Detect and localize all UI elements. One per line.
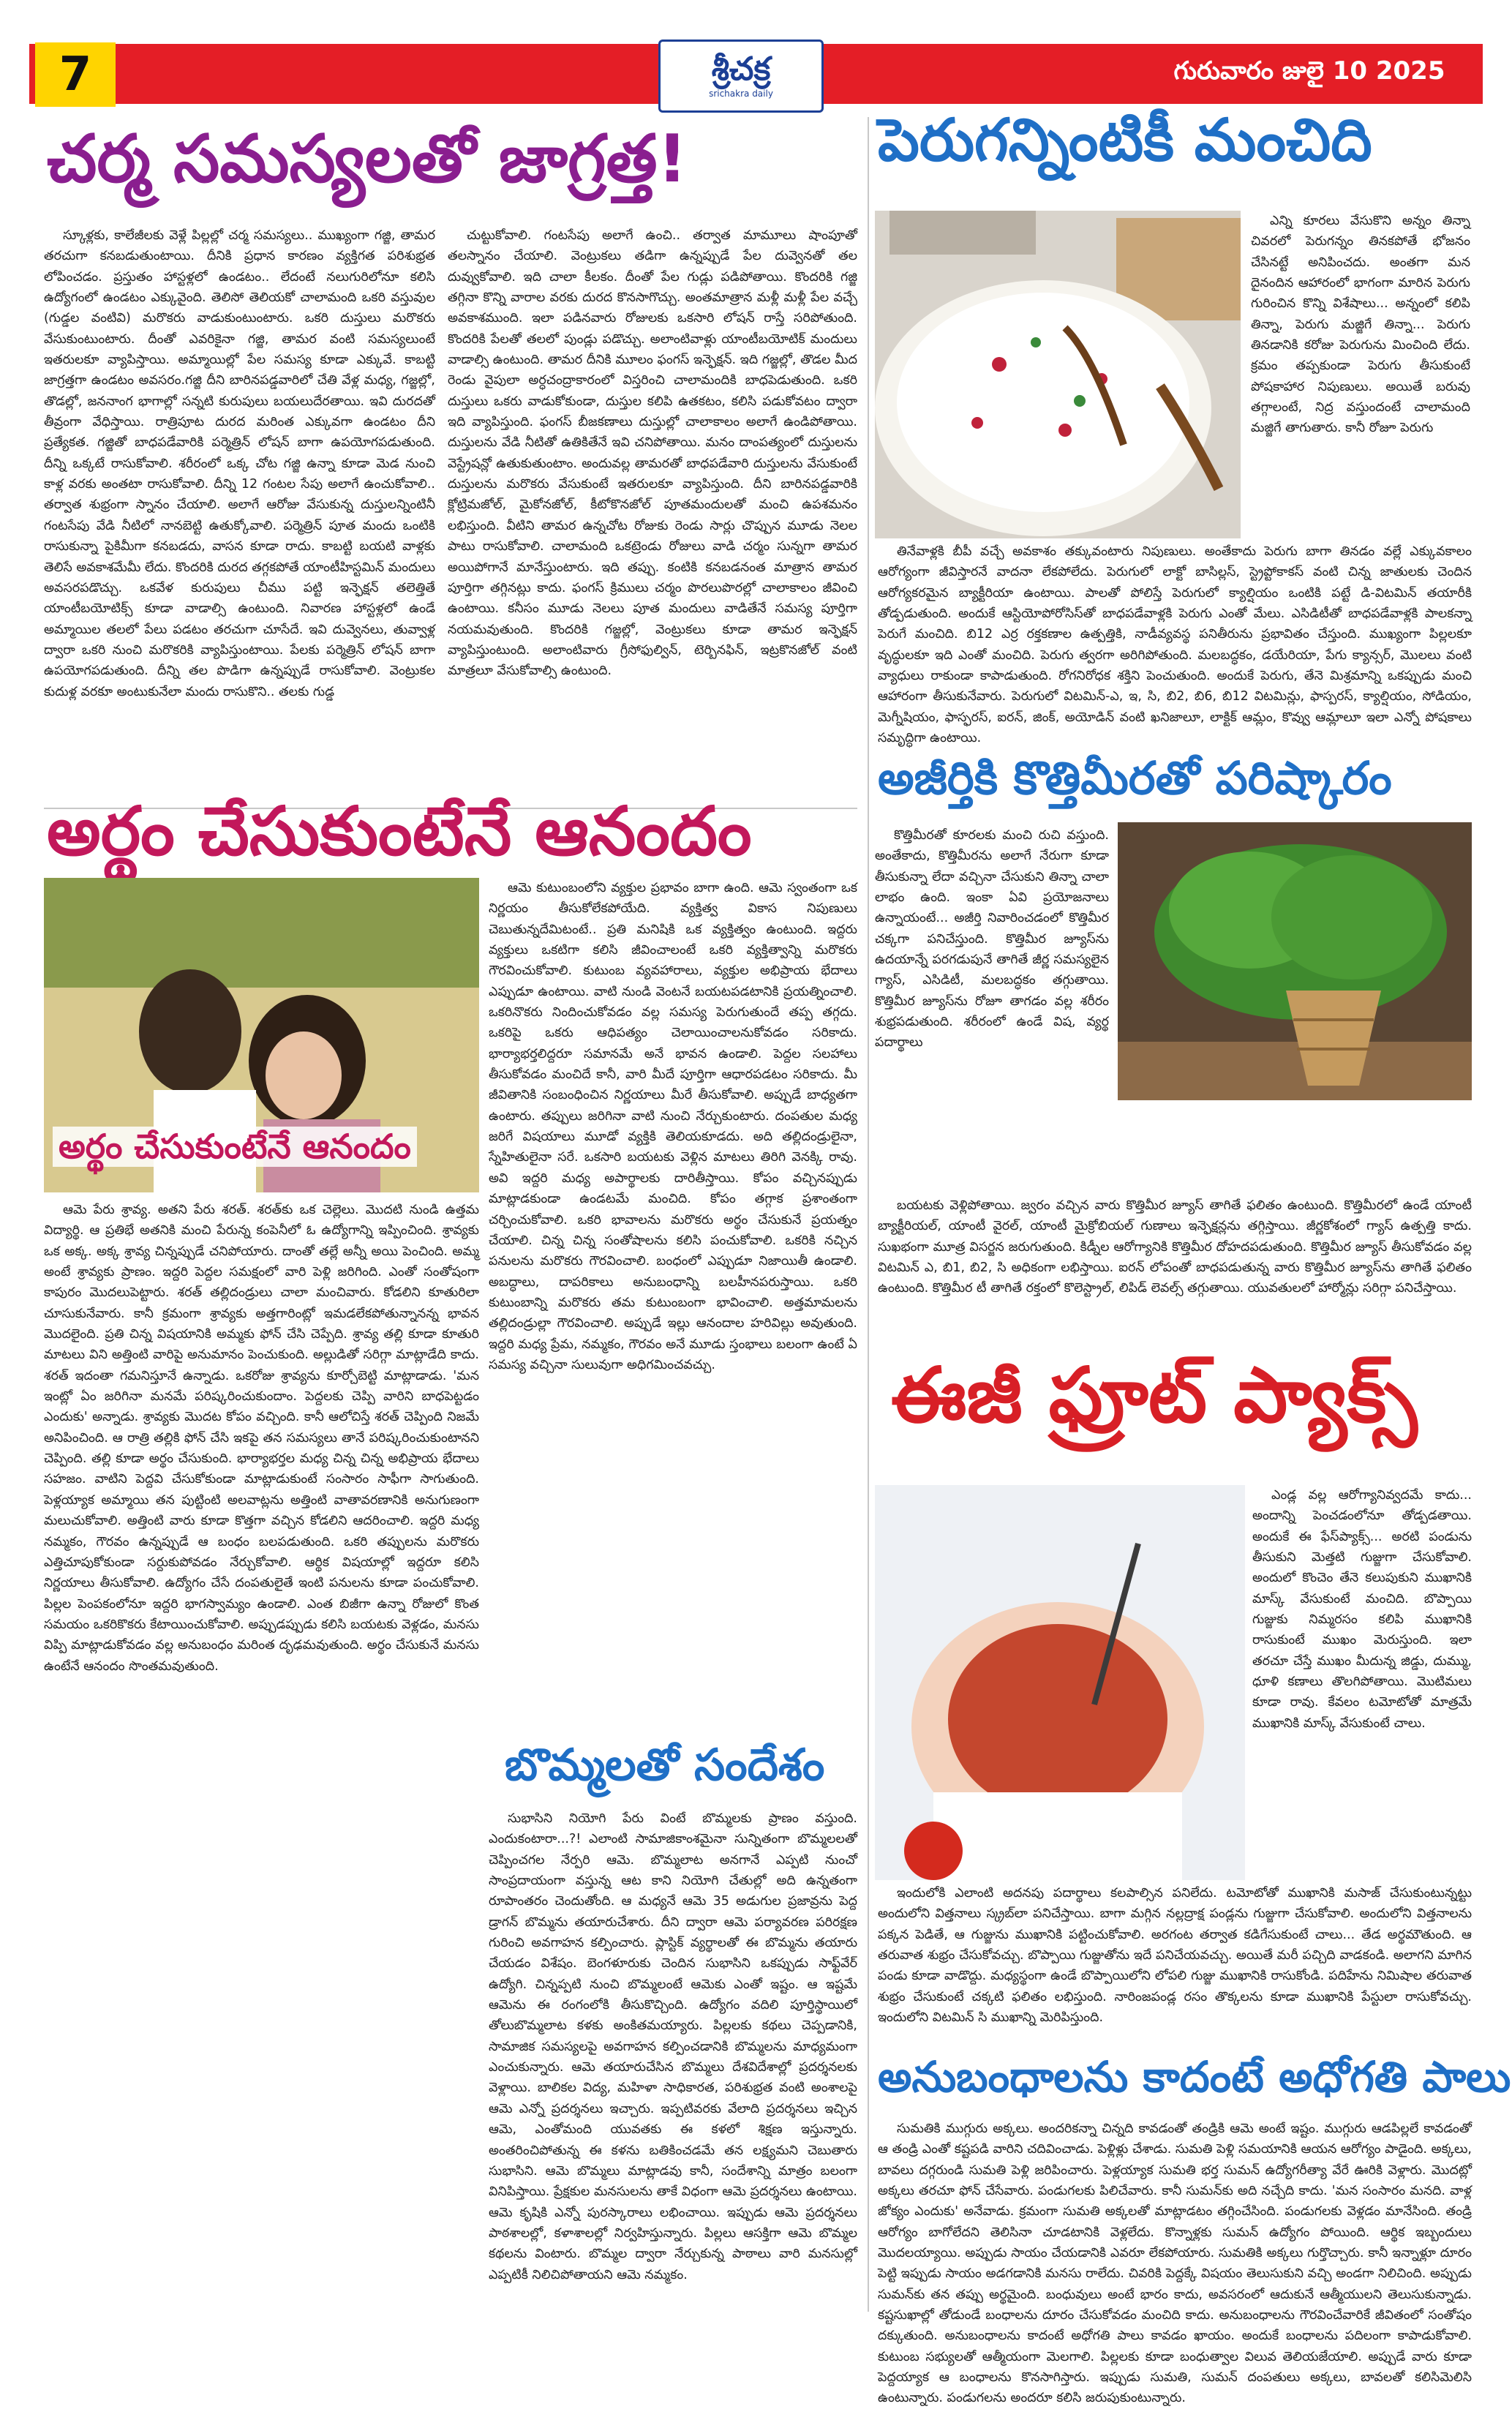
marriage-photo [44, 878, 479, 1192]
skin-headline: చర్మ సమస్యలతో జాగ్రత్త! [47, 121, 688, 198]
coriander-photo [1118, 822, 1472, 1100]
coriander-body-column [878, 1195, 1472, 1350]
curd-side-text: ఎన్ని కూరలు వేసుకొని అన్నం తిన్నా చివరలో పెరుగన్నం తినకపోతే భోజనం చేసినట్టే అనిపించదు. అంతగా మన దైనందిన ఆహారంలో భాగంగా మారిన పెరుగు గురించిన కొన్ని విశేషాలు... అన్నంలో కలిపి తిన్నా, పెరుగు మజ్జిగే తిన్నా... పెరుగు తినడానికి కరోజు పెరుగును మించింది లేదు. క్రమం తప్పకుండా పెరుగు తీసుకుంటే పోషకాహార నిపుణులు. అయితే బరువు తగ్గాలంటే, నిద్ర వస్తుందంటే చాలామంది మజ్జిగే తాగుతారు. కానీ రోజూ పెరుగు [1251, 214, 1470, 436]
curd-body-column [878, 541, 1472, 745]
issue-date: గురువారం జులై 10 2025 [1173, 56, 1445, 86]
bonds-text: సుమతికి ముగ్గురు అక్కలు. అందరికన్నా చిన్నది కావడంతో తండ్రికి ఆమె అంటే ఇష్టం. ముగ్గురు ఆడపిల్లలే కావడంతో ఆ తండ్రి ఎంతో కష్టపడి వారిని చదివించాడు. పెళ్లిళ్లు చేశాడు. సుమతి పెళ్లి సమయానికి ఆయన ఆరోగ్యం పాడైంది. అక్కలు, బావలు దగ్గరుండి సుమతి పెళ్లి జరిపించారు. పెళ్లయ్యాక సుమతి భర్త సుమన్ ఉద్యోగరీత్యా వేరే ఊరికి వెళ్లారు. మొదట్లో అక్కలు తరచూ ఫోన్ చేసేవారు. పండుగలకు పిలిచేవారు. కానీ సుమన్‌కు అది నచ్చేది కాదు. 'మన సంసారం మనది. వాళ్ల జోక్యం ఎందుకు' అనేవాడు. క్రమంగా సుమతి అక్కలతో మాట్లాడటం తగ్గించేసింది. పండుగలకు వెళ్లడం మానేసింది. తండ్రి ఆరోగ్యం బాగోలేదని తెలిసినా చూడటానికి వెళ్లలేదు. కొన్నాళ్లకు సుమన్ ఉద్యోగం పోయింది. ఆర్థిక ఇబ్బందులు మొదలయ్యాయి. అప్పుడు సాయం చేయడానికి ఎవరూ లేకపోయారు. సుమతికి అక్కలు గుర్తొచ్చారు. కానీ ఇన్నాళ్లూ దూరం పెట్టి ఇప్పుడు సాయం అడగడానికి మనసు రాలేదు. చివరికి పెద్దక్కే విషయం తెలుసుకుని వచ్చి అండగా నిలిచింది. అప్పుడు సుమన్‌కు తన తప్పు అర్థమైంది. బంధువులు అంటే భారం కాదు, అవసరంలో ఆదుకునే ఆత్మీయులని తెలుసుకున్నాడు. కష్టసుఖాల్లో తోడుండే బంధాలను దూరం చేసుకోవడం మంచిది కాదు. అనుబంధాలను గౌరవించేవారికే జీవితంలో సంతోషం దక్కుతుంది. అనుబంధాలను కాదంటే అధోగతి పాలు కావడం ఖాయం. అందుకే బంధాలను పదిలంగా కాపాడుకోవాలి. కుటుంబ సభ్యులతో ఆత్మీయంగా మెలగాలి. పిల్లలకు కూడా బంధుత్వాల విలువ తెలియజేయాలి. అప్పుడే వారు కూడా పెద్దయ్యాక ఆ బంధాలను కొనసాగిస్తారు. ఇప్పుడు సుమతి, సుమన్ దంపతులు అక్కలు, బావలతో కలిసిమెలిసి ఉంటున్నారు. పండుగలను అందరూ కలిసి జరుపుకుంటున్నారు. [878, 2122, 1472, 2406]
newspaper-logo [658, 40, 824, 113]
facepack-side-text: ఎండ్ల వల్ల ఆరోగ్యానివ్వదమే కాదు... అందాన్ని పెంచడంలోనూ తోడ్పడతాయి. అందుకే ఈ ఫేస్‌ప్యాక్స్... అరటి పండును తీసుకుని మెత్తటి గుజ్జుగా చేసుకోవాలి. అందులో కొంచెం తేనె కలుపుకుని ముఖానికి మాస్క్ వేసుకుంటే మంచిది. బొప్పాయి గుజ్జుకు నిమ్మరసం కలిపి ముఖానికి రాసుకుంటే ముఖం మెరుస్తుంది. ఇలా తరచూ చేస్తే ముఖం మీదున్న జిడ్డు, దుమ్ము, ధూళి కణాలు తొలగిపోతాయి. మొటిమలు కూడా రావు. కేవలం టమోటోతో మాత్రమే ముఖానికి మాస్క్ వేసుకుంటే చాలు. [1252, 1488, 1472, 1731]
skin-text-2: చుట్టుకోవాలి. గంటసేపు అలాగే ఉంచి.. తర్వాత మామూలు షాంపూతో తలస్నానం చేయాలి. వెంట్రుకలు తడిగా ఉన్నప్పుడే పేల దువ్వెనతో తల దువ్వుకోవాలి. ఇది చాలా కీలకం. దీంతో పేల గుడ్లు పడిపోతాయి. కొందరికి గజ్జి తగ్గినా కొన్ని వారాల వరకు దురద కొనసాగొచ్చు. అంతమాత్రాన మళ్లీ మళ్లీ పేల వచ్చే అవకాశముంది. ఇలా పడినవారు రోజులకు ఒకసారి లోషన్ రాస్తే సరిపోతుంది. కొందరికి పేలతో తలలో పుండ్లు పడొచ్చు. అలాంటివాళ్లు యాంటీబయోటిక్ మందులు వాడాల్సి ఉంటుంది. తామర దీనికి మూలం ఫంగస్ ఇన్ఫెక్షన్. ఇది గజ్జల్లో, తొడల మీద రెండు వైపులా అర్ధచంద్రాకారంలో విస్తరించి చాలామందికి బాధపెడుతుంది. ఒకరి దుస్తులు ఒకరు వాడుకోకుండా, దుస్తుల కలిపి ఉతకటం, కలిసి పడుకోవటం ద్వారా ఇది వ్యాపిస్తుంది. ఫంగస్ బీజకణాలు దుస్తుల్లో చాలాకాలం అలాగే ఉండిపోతాయి. దుస్తులను వేడి నీటితో ఉతికితేనే ఇవి చనిపోతాయి. మనం దాంపత్యంలో దుస్తులను వెస్ట్రేషన్లో ఉతుకుతుంటాం. అందువల్ల తామరతో బాధపడేవారి దుస్తులను వేసుకుంటే దుస్తులను మరొకరు వేసుకుంటే ఇతరులకూ వ్యాపిస్తుంది. దీని బారినపడ్డవారికి క్లోట్రిమజోల్, మైకోనజోల్, కీటోకొనజోల్ పూతమందులతో మంచి ఉపశమనం లభిస్తుంది. వీటిని తామర ఉన్నచోట రోజుకు రెండు సార్లు చొప్పున మూడు నెలల పాటు రాసుకోవాలి. చాలామంది ఒకట్రెండు రోజులు వాడి చర్మం సున్నగా తామర అయిపోగానే మానేస్తుంటారు. ఇది తప్పు. కంటికి కనబడనంత మాత్రాన తామర పూర్తిగా తగ్గినట్లు కాదు. ఫంగస్ క్రిములు చర్మం పొరలుపొరల్లో చాలాకాలం జీవించి ఉంటాయి. కనీసం మూడు నెలలు పూత మందులు వాడితేనే సమస్య పూర్తిగా నయమవుతుంది. కొందరికి గజ్జల్లో, వెంట్రుకలు కూడా తామర ఇన్ఫెక్షన్ వ్యాపిస్తుంటుంది. అలాంటివారు గ్రీసోఫుల్విన్, టెర్బినఫిన్, ఇట్రకొనజోల్ వంటి మాత్రలూ వేసుకోవాల్సి ఉంటుంది. [448, 228, 857, 679]
facepack-body-text: ఇందులోకి ఎలాంటి అదనపు పదార్థాలు కలపాల్సిన పనిలేదు. టమోటోతో ముఖానికి మసాజ్ చేసుకుంటున్నట్టు అందులోని విత్తనాలు స్క్రబ్‌లా పనిచేస్తాయి. బాగా మగ్గిన నల్లద్రాక్ష పండ్లను గుజ్జుగా చేసుకోవాలి. అందులోని విత్తనాలను పక్కన పెడితే, ఆ గుజ్జును ముఖానికి పట్టించుకోవాలి. అరగంట తర్వాత కడిగేసుకుంటే చాలు... తేడ అర్థమౌతుంది. ఆ తరువాత శుభ్రం చేసుకోవచ్చు. బొప్పాయి గుజ్జుతోను ఇదే పనిచేయవచ్చు. అయితే మరీ పచ్చిది వాడకండి. అలాగని మాగిన పండు కూడా వాడొద్దు. మధ్యస్థంగా ఉండే బొప్పాయిలోని లోపలి గుజ్జు ముఖానికి రాసుకోండి. పదిహేను నిమిషాల తరువాత శుభ్రం చేసుకుంటే చక్కటి ఫలితం లభిస్తుంది. నారింజపండ్ల రసం తొక్కలను కూడా ముఖానికి పేస్టులా రాసుకోవచ్చు. ఇందులోని విటమిన్ సి ముఖాన్ని మెరిపిస్తుంది. [878, 1886, 1472, 2026]
logo-text: శ్రీచక్ర [711, 50, 771, 88]
marriage-column-1 [44, 1200, 479, 2303]
coriander-side-text: కొత్తిమీరతో కూరలకు మంచి రుచి వస్తుంది. అంతేకాదు, కొత్తిమీరను అలాగే నేరుగా కూడా తీసుకున్నా లేదా వచ్చినా చేసుకుని తిన్నా చాలా లాభం ఉంది. ఇంకా ఏవి ప్రయోజనాలు ఉన్నాయంటే... అజీర్తి నివారించడంలో కొత్తిమీర చక్కగా పనిచేస్తుంది. కొత్తిమీర జ్యూస్‌ను ఉదయాన్నే పరగడుపునే తాగితే జీర్ణ సమస్యలైన గ్యాస్, ఎసిడిటీ, మలబద్ధకం తగ్గుతాయి. కొత్తిమీర జ్యూస్‌ను రోజూ తాగడం వల్ల శరీరం శుభ్రపడుతుంది. శరీరంలో ఉండే విష, వ్యర్థ పదార్థాలు [875, 828, 1109, 1051]
logo-tagline: srichakra daily [709, 89, 773, 99]
coriander-body-text: బయటకు వెళ్లిపోతాయి. జ్వరం వచ్చిన వారు కొత్తిమీర జ్యూస్ తాగితే ఫలితం ఉంటుంది. కొత్తిమీరలో ఉండే యాంటీ బ్యాక్టీరియల్, యాంటీ వైరల్, యాంటీ మైక్రోబియల్ గుణాలు ఇన్ఫెక్షన్లను తగ్గిస్తాయి. జీర్ణకోశంలో గ్యాస్ ఉత్పత్తి కాదు. సుఖభంగా మూత్ర విసర్జన జరుగుతుంది. కిడ్నీల ఆరోగ్యానికి కొత్తిమీర దోహదపడుతుంది. కొత్తిమీర జ్యూస్ తీసుకోవడం వల్ల విటమిన్ ఎ, బి1, బి2, సి అధికంగా లభిస్తాయి. ఐరన్ లోపంతో బాధపడుతున్న వారు కొత్తిమీర జ్యూస్‌ను తాగితే ఫలితం ఉంటుంది. కొత్తిమీర టీ తాగితే రక్తంలో కొలెస్ట్రాల్, లిపిడ్ లెవల్స్ తగ్గుతాయి. యువతులలో హార్మోన్లు సరిగ్గా పనిచేస్తాయి. [878, 1198, 1472, 1296]
bonds-headline: అనుబంధాలను కాదంటే అధోగతి పాలు [878, 2052, 1511, 2102]
skin-column-2 [448, 225, 857, 803]
coriander-side-column [875, 825, 1109, 1192]
facepack-photo [875, 1485, 1245, 1880]
facepack-illustration [875, 1485, 1245, 1880]
curd-body-text: తినేవాళ్లకి బీపీ వచ్చే అవకాశం తక్కువంటారు నిపుణులు. అంతేకాదు పెరుగు బాగా తినడం వల్లే ఎక్కువకాలం ఆరోగ్యంగా జీవిస్తారనే వాదనా లేకపోలేదు. పెరుగులో లాక్టో బాసిల్లస్, స్ట్రెప్టోకాకస్ వంటి చిన్న జాతులకు చెందిన ఆరోగ్యకరమైన బ్యాక్టీరియా ఉంటాయి. పాలతో పోలిస్తే పెరుగులో క్యాల్షియం ఒంటికి పట్టే డి-విటమిన్ తయారీకి తోడ్పడుతుంది. అందుకే ఆస్టియోపోరోసిస్‌తో బాధపడేవాళ్లకి పెరుగు ఎంతో మేలు. ఎసిడిటీతో బాధపడేవాళ్లకి పాలకన్నా పెరుగే మంచిది. బి12 ఎర్ర రక్తకణాల ఉత్పత్తికి, నాడీవ్యవస్థ పనితీరును ప్రభావితం చేస్తుంది. ముఖ్యంగా పిల్లలకూ వృద్ధులకూ ఇది ఎంతో మంచిది. పెరుగు త్వరగా అరిగిపోతుంది. మలబద్ధకం, డయేరియా, పేగు క్యాన్సర్, మొలలు వంటి వ్యాధులు రాకుండా కాపాడుతుంది. రోగనిరోధక శక్తిని పెంచుతుంది. అందుకే పెరుగు, తేనె మిశ్రమాన్ని ఒకప్పుడు మంచి ఆహారంగా తీసుకునేవారు. పెరుగులో విటమిన్-ఎ, ఇ, సి, బి2, బి6, బి12 విటమిన్లు, ఫాస్పరస్, క్యాల్షియం, సోడియం, మెగ్నీషియం, ఫాస్ఫరస్, ఐరన్, జింక్, అయోడిన్ వంటి ఖనిజాలూ, లాక్టిక్ ఆమ్లం, కొవ్వు ఆమ్లాలూ ఇలా ఎన్నో పోషకాలు సమృద్ధిగా ఉంటాయి. [878, 544, 1472, 746]
marriage-text-1: ఆమె పేరు శ్రావ్య. అతని పేరు శరత్. శరత్‌కు ఒక చెల్లెలు. మొదటి నుండి ఉత్తమ విద్యార్థి. ఆ ప్రతిభే అతనికి మంచి పేరున్న కంపెనీలో ఓ ఉద్యోగాన్ని ఇప్పించింది. శ్రావ్యకు ఒక అక్క. అక్క శ్రావ్య చిన్నప్పుడే చనిపోయారు. దాంతో తల్లే అన్నీ అయి పెంచింది. అమ్మ అంటే శ్రావ్యకు ప్రాణం. ఇద్దరి పెద్దల సమక్షంలో వారి పెళ్లి జరిగింది. ఎంతో సంతోషంగా కాపురం మొదలుపెట్టారు. శరత్ తల్లిదండ్రులు చాలా మంచివారు. కోడలిని కూతురిలా చూసుకునేవారు. కానీ క్రమంగా శ్రావ్యకు అత్తగారింట్లో ఇమడలేకపోతున్నానన్న భావన మొదలైంది. ప్రతి చిన్న విషయానికి అమ్మకు ఫోన్ చేసి చెప్పేది. శ్రావ్య తల్లి కూడా కూతురి మాటలు విని అత్తింటి వారిపై అనుమానం పెంచుకుంది. అల్లుడితో సరిగ్గా మాట్లాడేది కాదు. శరత్ ఇదంతా గమనిస్తూనే ఉన్నాడు. ఒకరోజు శ్రావ్యను కూర్చోబెట్టి మాట్లాడాడు. 'మన ఇంట్లో ఏం జరిగినా మనమే పరిష్కరించుకుందాం. పెద్దలకు చెప్పి వారిని బాధపెట్టడం ఎందుకు' అన్నాడు. శ్రావ్యకు మొదట కోపం వచ్చింది. కానీ ఆలోచిస్తే శరత్ చెప్పింది నిజమే అనిపించింది. ఆ రాత్రి తల్లికి ఫోన్ చేసి ఇకపై తన సమస్యలు తానే పరిష్కరించుకుంటానని చెప్పింది. తల్లి కూడా అర్థం చేసుకుంది. భార్యాభర్తల మధ్య చిన్న చిన్న అభిప్రాయ భేదాలు సహజం. వాటిని పెద్దవి చేసుకోకుండా మాట్లాడుకుంటే సంసారం సాఫీగా సాగుతుంది. పెళ్లయ్యాక అమ్మాయి తన పుట్టింటి అలవాట్లను అత్తింటి వాతావరణానికి అనుగుణంగా మలుచుకోవాలి. అత్తింటి వారు కూడా కొత్తగా వచ్చిన కోడలిని ఆదరించాలి. ఇద్దరి మధ్య నమ్మకం, గౌరవం ఉన్నప్పుడే ఆ బంధం బలపడుతుంది. ఒకరి తప్పులను మరొకరు ఎత్తిచూపుకోకుండా సర్దుకుపోవడం నేర్చుకోవాలి. ఆర్థిక విషయాల్లో ఇద్దరూ కలిసి నిర్ణయాలు తీసుకోవాలి. ఉద్యోగం చేసే దంపతులైతే ఇంటి పనులను కూడా పంచుకోవాలి. పిల్లల పెంపకంలోనూ ఇద్దరి భాగస్వామ్యం ఉండాలి. ఎంత బిజీగా ఉన్నా రోజులో కొంత సమయం ఒకరికొకరు కేటాయించుకోవాలి. అప్పుడప్పుడు కలిసి బయటకు వెళ్లడం, మనసు విప్పి మాట్లాడుకోవడం వల్ల అనుబంధం మరింత దృఢమవుతుంది. అర్థం చేసుకునే మనసు ఉంటేనే ఆనందం సొంతమవుతుంది. [44, 1203, 479, 1674]
dolls-headline: బొమ్మలతో సందేశం [505, 1740, 825, 1791]
coriander-basket-illustration [1118, 822, 1472, 1100]
coriander-headline: అజీర్తికి కొత్తిమీరతో పరిష్కారం [878, 751, 1392, 805]
marriage-column-2 [489, 878, 857, 1724]
marriage-headline: అర్థం చేసుకుంటేనే ఆనందం [47, 792, 752, 871]
marriage-photo-caption: అర్థం చేసుకుంటేనే ఆనందం [53, 1127, 417, 1167]
marriage-text-2: ఆమె కుటుంబంలోని వ్యక్తుల ప్రభావం బాగా ఉంది. ఆమె స్వంతంగా ఒక నిర్ణయం తీసుకోలేకపోయేది. వ్యక్తిత్వ వికాస నిపుణులు చెబుతున్నదేమిటంటే.. ప్రతి మనిషికి ఒక వ్యక్తిత్వం ఉంటుంది. ఇద్దరు వ్యక్తులు ఒకటిగా కలిసి జీవించాలంటే ఒకరి వ్యక్తిత్వాన్ని మరొకరు గౌరవించుకోవాలి. కుటుంబ వ్యవహారాలు, వ్యక్తుల అభిప్రాయ భేదాలు ఎప్పుడూ ఉంటాయి. వాటి నుండి వెంటనే బయటపడటానికి ప్రయత్నించాలి. ఒకరినొకరు నిందించుకోవడం వల్ల సమస్య పెరుగుతుందే తప్ప తగ్గదు. ఒకరిపై ఒకరు ఆధిపత్యం చెలాయించాలనుకోవడం సరికాదు. భార్యాభర్తలిద్దరూ సమానమే అనే భావన ఉండాలి. పెద్దల సలహాలు తీసుకోవడం మంచిదే కానీ, వారి మీదే పూర్తిగా ఆధారపడటం సరికాదు. మీ జీవితానికి సంబంధించిన నిర్ణయాలు మీరే తీసుకోవాలి. అప్పుడే బాధ్యతగా ఉంటారు. తప్పులు జరిగినా వాటి నుంచి నేర్చుకుంటారు. దంపతుల మధ్య జరిగే విషయాలు మూడో వ్యక్తికి తెలియకూడదు. అది తల్లిదండ్రులైనా, స్నేహితులైనా సరే. ఒకసారి బయటకు వెళ్లిన మాటలు తిరిగి వెనక్కి రావు. అవి ఇద్దరి మధ్య అపార్థాలకు దారితీస్తాయి. కోపం వచ్చినప్పుడు మాట్లాడకుండా ఉండటమే మంచిది. కోపం తగ్గాక ప్రశాంతంగా చర్చించుకోవాలి. ఒకరి భావాలను మరొకరు అర్థం చేసుకునే ప్రయత్నం చేయాలి. చిన్న చిన్న సంతోషాలను కలిసి పంచుకోవాలి. ఒకరికి నచ్చిన పనులను మరొకరు గౌరవించాలి. బంధంలో ఎప్పుడూ నిజాయితీ ఉండాలి. అబద్ధాలు, దాపరికాలు అనుబంధాన్ని బలహీనపరుస్తాయి. ఒకరి కుటుంబాన్ని మరొకరు తమ కుటుంబంగా భావించాలి. అత్తమామలను తల్లిదండ్రుల్లా గౌరవించాలి. అప్పుడే ఇల్లు ఆనందాల హరివిల్లు అవుతుంది. ఇద్దరి మధ్య ప్రేమ, నమ్మకం, గౌరవం అనే మూడు స్తంభాలు బలంగా ఉంటే ఏ సమస్య వచ్చినా సులువుగా అధిగమించవచ్చు. [489, 881, 857, 1372]
dolls-text: సుభాసిని నియోగి పేరు వింటే బొమ్మలకు ప్రాణం వస్తుంది. ఎందుకంటారా...?! ఎలాంటి సామాజికాంశమైనా సున్నితంగా బొమ్మలలతో చెప్పించగల నేర్పరి ఆమె. బొమ్మలాట అనగానే ఎప్పటి నుంచో సాంప్రదాయంగా వస్తున్న ఆట కాని నియోగి చేతుల్లో అది ఉన్నతంగా రూపాంతరం చెందుతోంది. ఆ మధ్యనే ఆమె 35 అడుగుల ప్రజావ్రను పెద్ద డ్రాగన్ బొమ్మను తయారుచేశారు. దీని ద్వారా ఆమె పర్యావరణ పరిరక్షణ గురించి అవగాహన కల్పించారు. ప్లాస్టిక్ వ్యర్థాలతో ఈ బొమ్మను తయారు చేయడం విశేషం. బెంగళూరుకు చెందిన సుభాసిని ఒకప్పుడు సాఫ్ట్‌వేర్ ఉద్యోగి. చిన్నప్పటి నుంచి బొమ్మలంటే ఆమెకు ఎంతో ఇష్టం. ఆ ఇష్టమే ఆమెను ఈ రంగంలోకి తీసుకొచ్చింది. ఉద్యోగం వదిలి పూర్తిస్థాయిలో తోలుబొమ్మలాట కళకు అంకితమయ్యారు. పిల్లలకు కథలు చెప్పడానికి, సామాజిక సమస్యలపై అవగాహన కల్పించడానికి బొమ్మలను మాధ్యమంగా ఎంచుకున్నారు. ఆమె తయారుచేసిన బొమ్మలు దేశవిదేశాల్లో ప్రదర్శనలకు వెళ్లాయి. బాలికల విద్య, మహిళా సాధికారత, పరిశుభ్రత వంటి అంశాలపై ఆమె ఎన్నో ప్రదర్శనలు ఇచ్చారు. ఇప్పటివరకు వేలాది ప్రదర్శనలు ఇచ్చిన ఆమె, ఎంతోమంది యువతకు ఈ కళలో శిక్షణ ఇస్తున్నారు. అంతరించిపోతున్న ఈ కళను బతికించడమే తన లక్ష్యమని చెబుతారు సుభాసిని. ఆమె బొమ్మలు మాట్లాడవు కానీ, సందేశాన్ని మాత్రం బలంగా వినిపిస్తాయి. ప్రేక్షకుల మనసులను తాకే విధంగా ఆమె ప్రదర్శనలు ఉంటాయి. ఆమె కృషికి ఎన్నో పురస్కారాలు లభించాయి. ఇప్పుడు ఆమె ప్రదర్శనలు పాఠశాలల్లో, కళాశాలల్లో నిర్వహిస్తున్నారు. పిల్లలు ఆసక్తిగా ఆమె బొమ్మల కథలను వింటారు. బొమ్మల ద్వారా నేర్చుకున్న పాఠాలు వారి మనసుల్లో ఎప్పటికీ నిలిచిపోతాయని ఆమె నమ్మకం. [489, 1811, 857, 2282]
curd-headline: పెరుగన్నింటికీ మంచిది [878, 106, 1372, 174]
skin-text-1: స్కూళ్లకు, కాలేజీలకు వెళ్లే పిల్లల్లో చర్మ సమస్యలు.. ముఖ్యంగా గజ్జి, తామర తరచుగా కనబడుతుంటాయి. దీనికి ప్రధాన కారణం వ్యక్తిగత పరిశుభ్రత లోపించడం. ప్రస్తుతం హాస్టళ్లలో ఉండటం.. లేదంటే నలుగురిలోనూ కలిసి ఉద్యోగంలో ఉండటం ఎక్కువైంది. తెలిసో తెలియకో చాలామంది ఒకరి వస్తువుల (గుడ్డల వంటివి) మరొకరు వాడుకుంటుంటారు. ఒకరి దుస్తులు మరొకరు వేసుకుంటుంటారు. దీంతో ఎవరికైనా గజ్జి, తామర వంటి సమస్యలుంటే ఇతరులకూ వ్యాపిస్తాయి. అమ్మాయిల్లో పేల సమస్య కూడా ఎక్కువే. కాబట్టి జాగ్రత్తగా ఉండటం అవసరం.గజ్జి దీని బారినపడ్డవారిలో చేతి వేళ్ల మధ్య, గజ్జల్లో, తొడల్లో, జననాంగ భాగాల్లో సన్నటి కురుపులు బయలుదేరతాయి. ఇవి దురదతో తీవ్రంగా వేధిస్తాయి. రాత్రిపూట దురద మరింత ఎక్కువగా ఉండటం దీని ప్రత్యేకత. గజ్జితో బాధపడేవారికి పర్మెత్రిన్ లోషన్ బాగా ఉపయోగపడుతుంది. దీన్ని ఒక్కటే రాసుకోవాలి. శరీరంలో ఒక్క చోట గజ్జి ఉన్నా కూడా మెడ నుంచి కాళ్ల వరకు అంతటా రాసుకోవాలి. దీన్ని 12 గంటల సేపు అలాగే ఉంచుకోవాలి.. తర్వాత శుభ్రంగా స్నానం చేయాలి. అలాగే ఆరోజు వేసుకున్న దుస్తులన్నింటినీ గంటసేపు వేడి నీటిలో నానబెట్టి ఉతుక్కోవాలి. పర్మెత్రిన్ పూత మందు ఒంటికి రాసుకున్నా పైకిమీగా కనబడదు, వాసన కూడా రాదు. కాబట్టి బయటి వాళ్లకు తెలిసే అవకాశమేమీ లేదు. కొందరికి దురద తగ్గకపోతే యాంటీహిస్టమిన్ మందులు అవసరపడొచ్చు. ఒకవేళ కురుపులు చీము పట్టి ఇన్ఫెక్షన్ తలెత్తితే యాంటీబయోటిక్స్ కూడా వాడాల్సి ఉంటుంది. నివారణ హాస్టళ్లలో ఉండే అమ్మాయిల తలలో పేలు పడటం తరచుగా చూసేదే. ఇవి దువ్వెనలు, తువ్వాళ్ల ద్వారా ఒకరి నుంచి మరొకరికి వ్యాపిస్తుంటాయి. పేలకు పర్మెత్రిన్ లోషన్ బాగా ఉపయోగపడుతుంది. దీన్ని తల పొడిగా ఉన్నప్పుడే రాసుకోవాలి. వెంట్రుకల కుదుళ్ల వరకూ అంటుకునేలా మందు రాసుకొని.. తలకు గుడ్డ [44, 228, 435, 699]
curd-side-column [1251, 211, 1470, 538]
curd-bowl-illustration [875, 211, 1241, 538]
column-divider [868, 117, 869, 2312]
facepack-headline: ఈజీ ఫ్రూట్ ప్యాక్స్ [891, 1350, 1418, 1440]
facepack-body-column [878, 1883, 1472, 2045]
facepack-side-column [1252, 1485, 1472, 1880]
curd-photo [875, 211, 1241, 538]
dolls-column [489, 1808, 857, 2303]
bonds-column [878, 2119, 1472, 2406]
page-number: 7 [35, 42, 116, 107]
skin-column-1 [44, 225, 435, 803]
